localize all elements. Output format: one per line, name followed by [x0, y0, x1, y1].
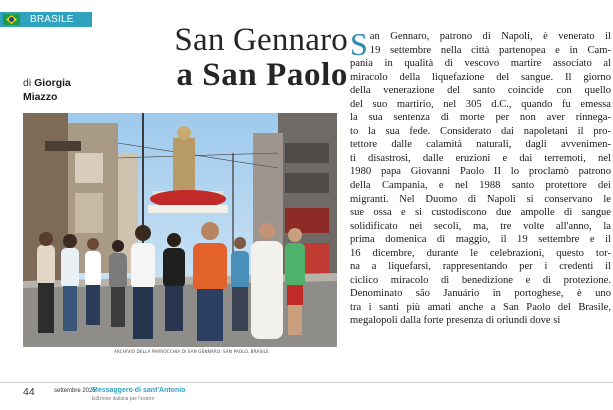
section-tag — [0, 12, 92, 27]
article-line: tra i santi più amati anche a San Paolo del Brasile, — [350, 301, 611, 313]
brazil-flag-icon — [3, 14, 20, 25]
photo-credit: ARCHIVIO DELLA PARROCCHIA DI SAN GENNARO, SAN PAOLO, BRASILE — [114, 349, 269, 354]
section-label: BRASILE — [30, 14, 74, 25]
article-line: tettore dalle calamità naturali, dagli avvenimen- — [350, 139, 611, 151]
article-line: solidificato nei secoli, ma, tre volte all'anno, la — [350, 220, 611, 232]
article-line: la sua sentenza di morte per non aver rinnega- — [350, 112, 611, 124]
article-line: prima domenica di maggio, il 19 settembre e il — [350, 234, 611, 246]
article-line: pania in qualità di vescovo martire associato al — [350, 58, 611, 70]
article-line: to la sua fede. Considerato dai napoletani il pro- — [350, 125, 611, 137]
author-last-name: Miazzo — [23, 91, 58, 103]
article-title — [104, 23, 348, 93]
dropcap: S — [350, 26, 368, 62]
byline — [23, 76, 103, 104]
article-line: ciclico miracolo di benedizione e di protezione. — [350, 274, 611, 286]
article-line: sue ossa e si custodiscono due ampolle di sangue — [350, 207, 611, 219]
article-line: della Campania, e nel 1988 santo protettore dei — [350, 180, 611, 192]
article-line: 16 dicembre, durante le celebrazioni, questo tor- — [350, 247, 611, 259]
article-line: del suo martirio, nel 305 d.C., quando fu emessa — [350, 98, 611, 110]
article-line: Denominato são Januário in portoghese, è uno — [350, 288, 611, 300]
author-first-name: Giorgia — [34, 77, 71, 89]
byline-prefix: di — [23, 77, 32, 89]
article-line: megalopoli dalla forte presenza di oriundi dove si — [350, 315, 561, 327]
footer-divider — [0, 382, 613, 383]
article-line: migranti. Nel Duomo di Napoli si conservano le — [350, 193, 611, 205]
issue-date: settembre 2025 — [54, 388, 96, 394]
article-body — [350, 26, 611, 328]
title-line-1: San Gennaro — [174, 22, 348, 58]
article-line: na a liquefarsi, rappresentando per i credenti il — [350, 261, 611, 273]
article-line: 19 settembre nella città partenopea e in Cam- — [369, 44, 611, 56]
article-line: an Gennaro, patrono di Napoli, è venerato il — [369, 31, 611, 42]
article-line: della venerazione del santo coincide con quello — [350, 85, 611, 97]
page-number: 44 — [23, 386, 35, 398]
edition-label: Edizione italiana per l'estero — [92, 396, 155, 402]
article-line: 1980 papa Giovanni Paolo II lo proclamò patrono — [350, 166, 611, 178]
magazine-name: Messaggero di sant'Antonio — [92, 387, 186, 394]
procession-photo — [23, 113, 337, 347]
title-line-2: a San Paolo — [176, 57, 348, 93]
article-line: ti disastrosi, dalle eruzioni e dai terremoti, nel — [350, 152, 611, 164]
article-line: miracolo della liquefazione del sangue. Il giorno — [350, 71, 611, 83]
